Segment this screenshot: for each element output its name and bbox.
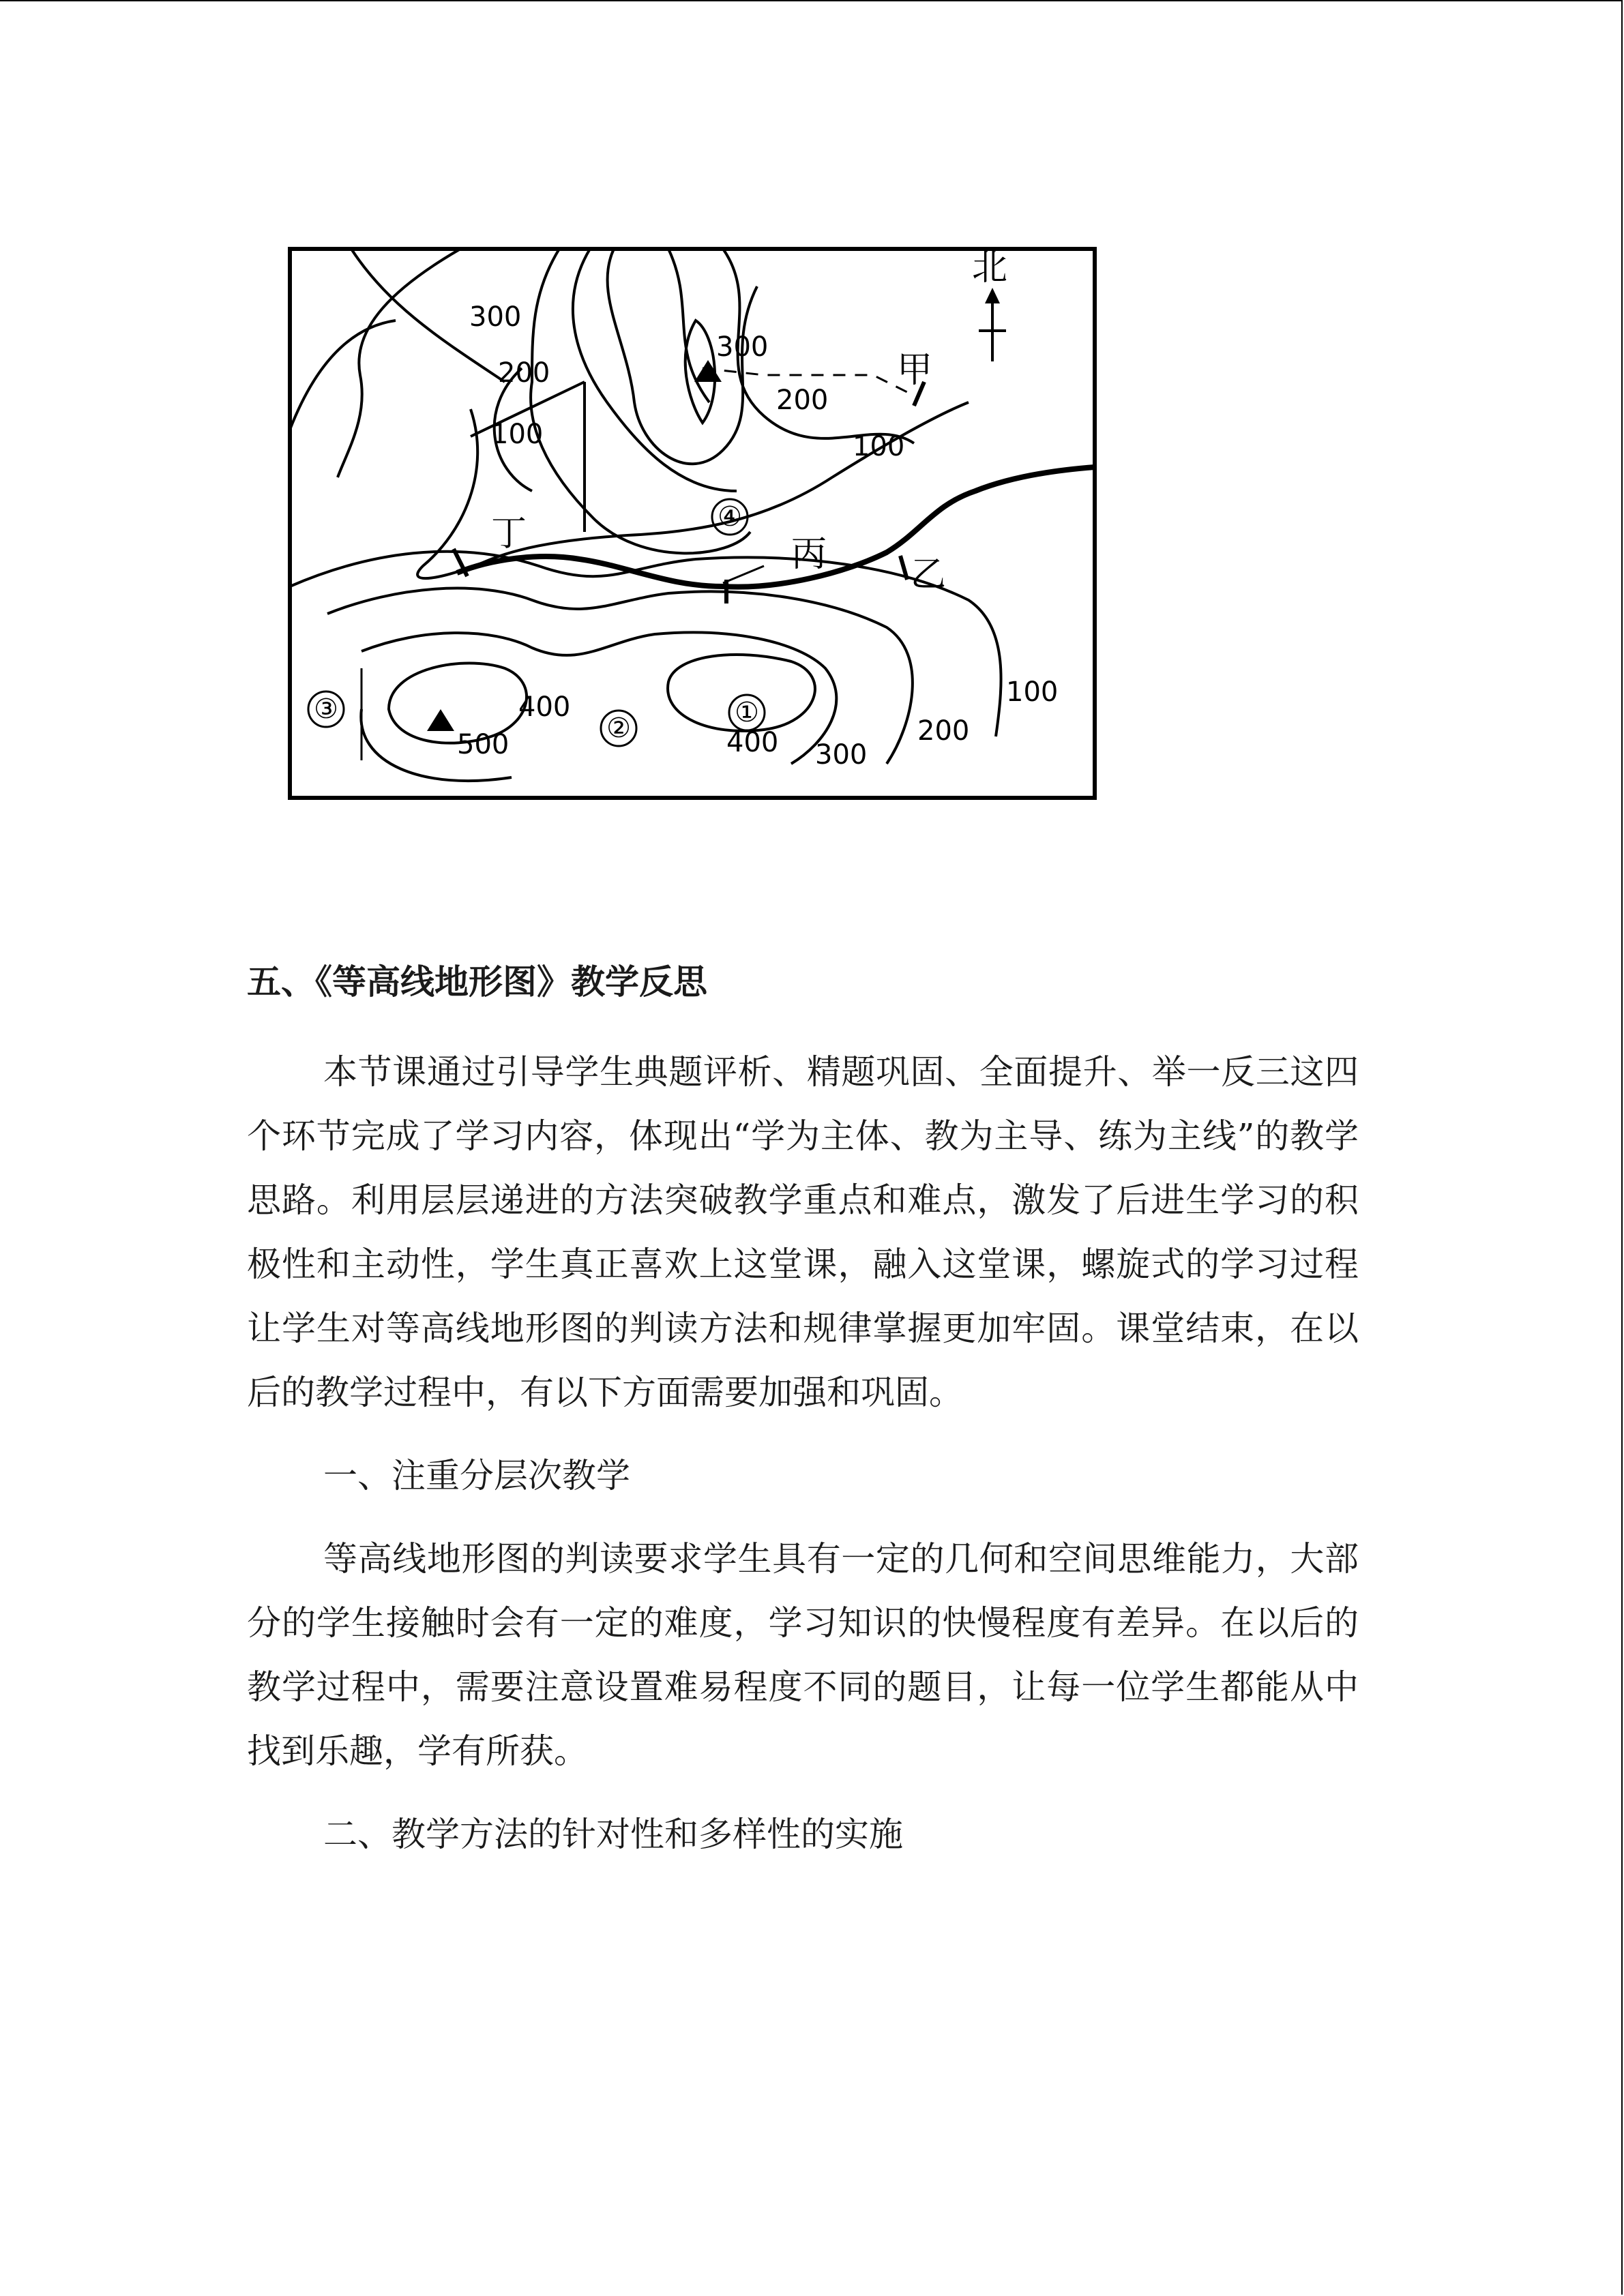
place-label-yi: 乙 <box>911 554 947 595</box>
point1-title: 一、注重分层次教学 <box>323 1456 630 1495</box>
circled-number: ① <box>735 697 759 728</box>
contour-map <box>286 245 1098 801</box>
contour-line <box>290 552 1001 736</box>
contour-label: 100 <box>491 419 544 450</box>
arrow-line <box>723 566 764 583</box>
contour-line <box>338 249 460 477</box>
map-frame <box>290 249 1095 798</box>
summit-triangle <box>694 360 722 382</box>
point2-title: 二、教学方法的针对性和多样性的实施 <box>323 1815 903 1854</box>
place-label-jia: 甲 <box>897 350 933 391</box>
contour-label: 200 <box>498 357 550 389</box>
circled-number: ② <box>606 713 631 744</box>
contour-label: 400 <box>726 727 779 758</box>
contour-label: 300 <box>815 739 868 771</box>
contour-line <box>290 320 396 430</box>
contour-label: 500 <box>457 729 510 760</box>
circled-number: ③ <box>314 694 338 725</box>
intro-paragraph: 本节课通过引导学生典题评析、精题巩固、全面提升、举一反三这四个环节完成了学习内容，体现出“学为主体、教为主导、练为主线”的教学思路。利用层层递进的方法突破教学重点和难点，激发了后进生学习的积极性和主动性，学生真正喜欢上这堂课，融入这堂课，螺旋式的学习过程让学生对等高线地形图的判读方法和规律掌握更加牢固。课堂结束，在以后的教学过程中，有以下方面需要加强和巩固。 <box>247 1052 1359 1412</box>
north-label: 北 <box>972 248 1008 288</box>
river <box>457 467 1095 587</box>
contour-label: 100 <box>1006 676 1059 708</box>
place-label-ding: 丁 <box>491 513 527 554</box>
place-label-bing: 丙 <box>791 534 827 575</box>
summit-triangle <box>427 709 454 731</box>
circled-number: ④ <box>718 501 742 533</box>
north-arrow-head <box>985 288 1000 303</box>
contour-label: 300 <box>716 331 769 363</box>
article <box>247 951 1359 1885</box>
contour-label: 100 <box>853 431 905 462</box>
contour-label: 200 <box>917 715 970 747</box>
contour-label: 400 <box>518 691 571 723</box>
contour-label: 200 <box>776 385 829 416</box>
contour-label: 300 <box>469 301 522 333</box>
point1-paragraph: 等高线地形图的判读要求学生具有一定的几何和空间思维能力，大部分的学生接触时会有一定的难度，学习知识的快慢程度有差异。在以后的教学过程中，需要注意设置难易程度不同的题目，让每一位学生都能从中找到乐趣，学有所获。 <box>247 1539 1359 1771</box>
section-title: 五、《等高线地形图》教学反思 <box>247 962 707 1002</box>
